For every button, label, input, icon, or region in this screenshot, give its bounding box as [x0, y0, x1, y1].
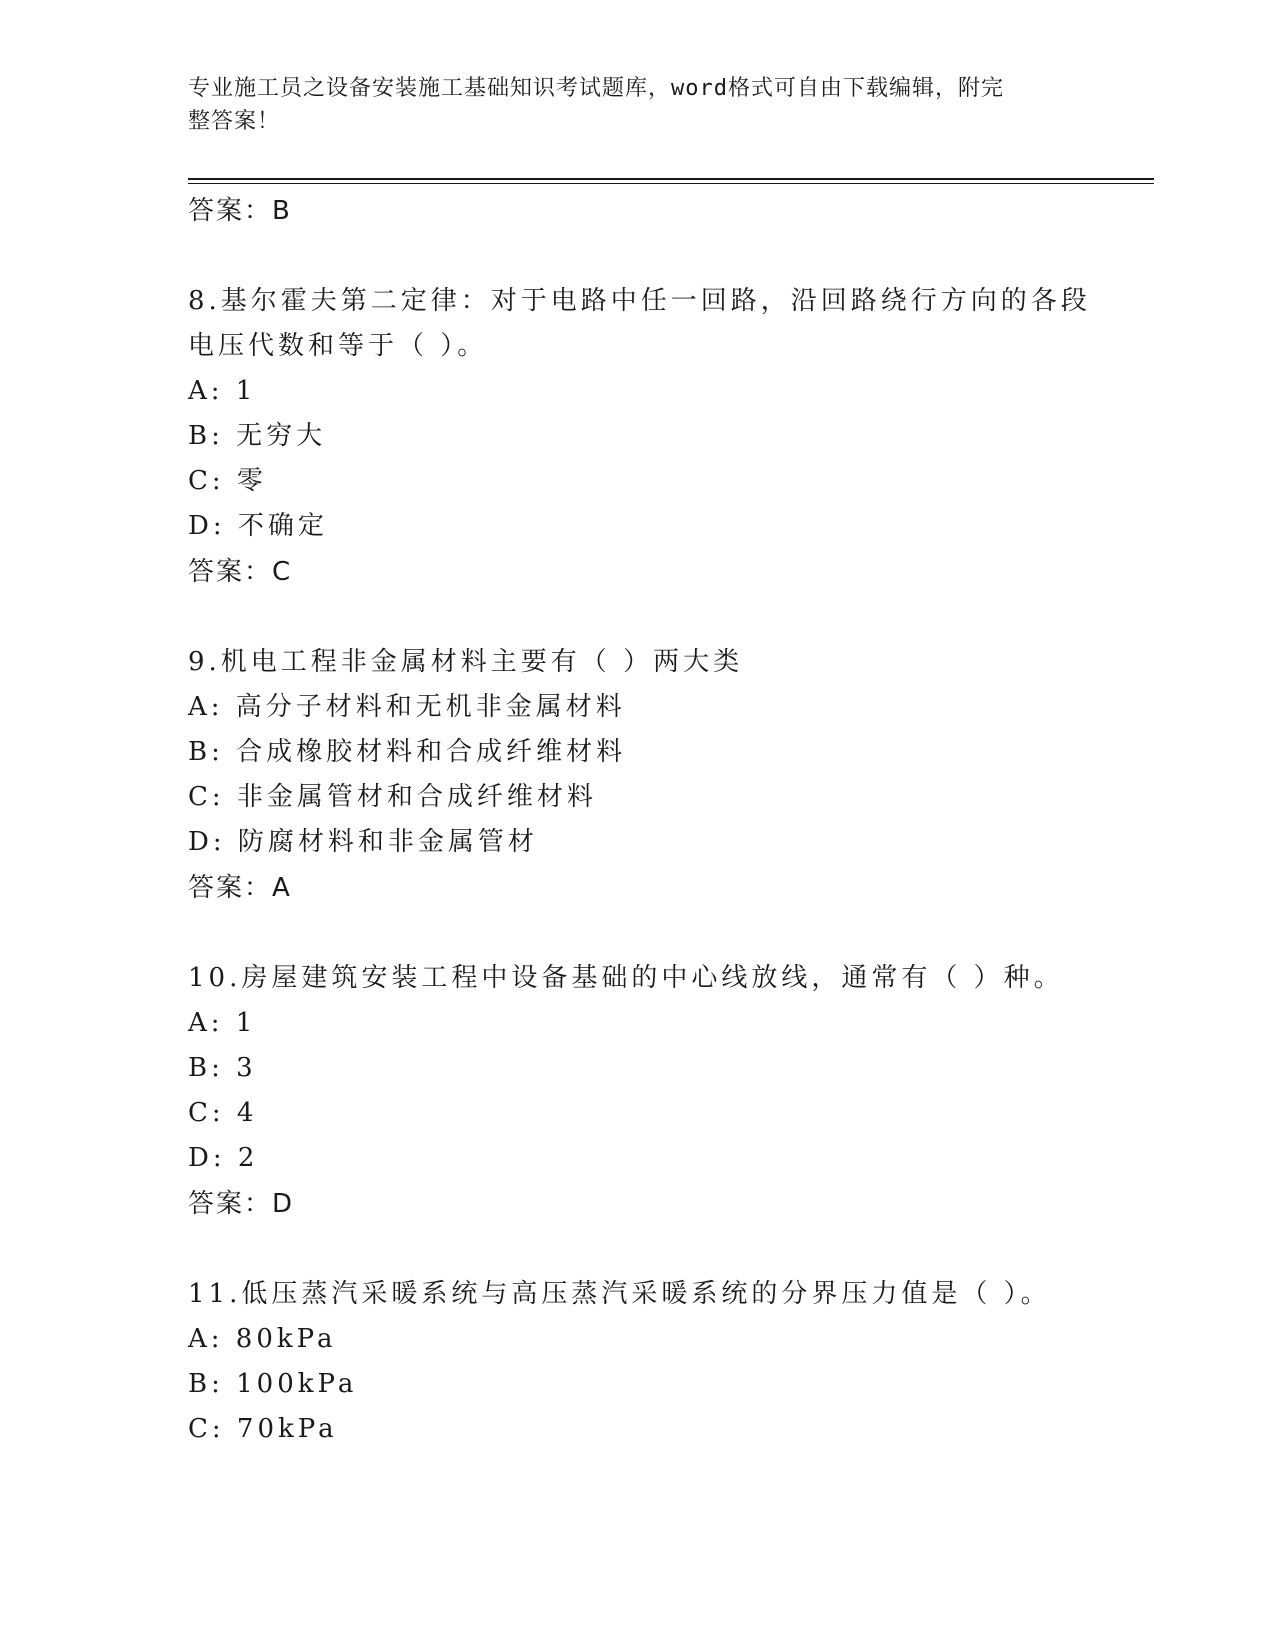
question-10-option-c: C: 4 [188, 1098, 258, 1128]
header-divider-thick [188, 178, 1154, 180]
question-8-stem-line-1: 8.基尔霍夫第二定律：对于电路中任一回路，沿回路绕行方向的各段 [188, 286, 1091, 316]
spacer [188, 911, 1088, 956]
question-11-option-a: A: 80kPa [188, 1324, 337, 1354]
answer-q10: 答案：D [188, 1189, 295, 1219]
question-10-option-b: B: 3 [188, 1053, 257, 1083]
question-8 [188, 279, 1091, 549]
header-title-line-2: 整答案！ [188, 109, 281, 134]
question-8-option-b: B: 无穷大 [188, 421, 327, 451]
question-11-stem-line-1: 11.低压蒸汽采暖系统与高压蒸汽采暖系统的分界压力值是（ ）。 [188, 1279, 1051, 1309]
answer-q7: 答案：B [188, 196, 292, 226]
spacer [188, 234, 1088, 279]
question-9-stem-line-1: 9.机电工程非金属材料主要有（ ）两大类 [188, 647, 744, 677]
answer-q8: 答案：C [188, 557, 293, 587]
question-8-option-d: D: 不确定 [188, 511, 328, 541]
question-11 [188, 1272, 1088, 1452]
question-8-stem-line-2: 电压代数和等于（ ）。 [188, 331, 488, 361]
header-divider-thin [188, 183, 1154, 184]
question-9 [188, 640, 1088, 865]
question-11-option-c: C: 70kPa [188, 1414, 338, 1444]
question-8-option-c: C: 零 [188, 466, 267, 496]
question-9-option-d: D: 防腐材料和非金属管材 [188, 827, 538, 857]
question-11-option-b: B: 100kPa [188, 1369, 358, 1399]
question-10-stem-line-1: 10.房屋建筑安装工程中设备基础的中心线放线，通常有（ ）种。 [188, 963, 1064, 993]
spacer [188, 595, 1088, 640]
question-10-option-a: A: 1 [188, 1008, 257, 1038]
header-title-line-1: 专业施工员之设备安装施工基础知识考试题库，word格式可自由下载编辑，附完 [188, 76, 1004, 101]
document-header [188, 72, 1068, 138]
question-list [188, 188, 1091, 1452]
answer-q9: 答案：A [188, 873, 292, 903]
question-8-option-a: A: 1 [188, 376, 257, 406]
question-10 [188, 956, 1088, 1181]
spacer [188, 1227, 1088, 1272]
question-10-option-d: D: 2 [188, 1143, 259, 1173]
question-9-option-b: B: 合成橡胶材料和合成纤维材料 [188, 737, 627, 767]
question-9-option-a: A: 高分子材料和无机非金属材料 [188, 692, 626, 722]
question-9-option-c: C: 非金属管材和合成纤维材料 [188, 782, 597, 812]
